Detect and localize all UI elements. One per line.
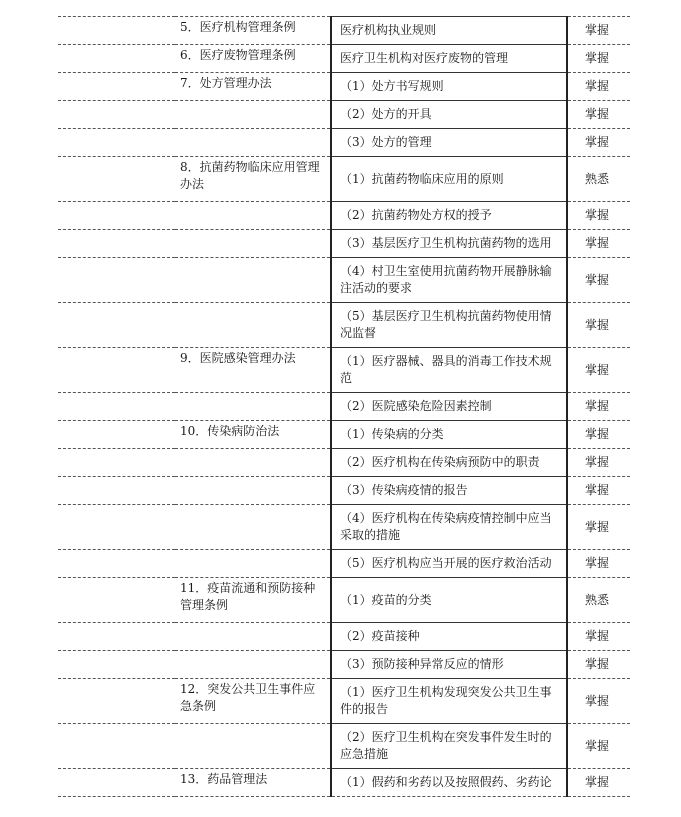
blank-cell	[58, 449, 175, 477]
section-title: 10．传染病防治法	[180, 424, 280, 438]
item-cell	[331, 348, 567, 393]
section-title	[180, 724, 326, 726]
section-cell	[175, 303, 331, 348]
item-text: （3）处方的管理	[340, 135, 432, 149]
level-cell	[567, 202, 630, 230]
level-cell	[567, 73, 630, 101]
section-cell	[175, 348, 331, 393]
item-text: （1）医疗器械、器具的消毒工作技术规范	[340, 354, 552, 385]
blank-cell	[58, 303, 175, 348]
section-title: 12．突发公共卫生事件应急条例	[180, 682, 316, 713]
section-cell	[175, 623, 331, 651]
level-cell	[567, 393, 630, 421]
table-row	[58, 505, 630, 550]
table-row	[58, 73, 630, 101]
level-cell	[567, 303, 630, 348]
level-text: 掌握	[584, 236, 609, 250]
item-cell	[331, 393, 567, 421]
blank-cell	[58, 651, 175, 679]
level-cell	[567, 769, 630, 797]
level-text: 熟悉	[584, 171, 609, 186]
level-cell	[567, 505, 630, 550]
section-title	[180, 202, 326, 204]
item-text: （1）传染病的分类	[340, 427, 444, 441]
section-cell	[175, 578, 331, 623]
section-title	[180, 651, 326, 653]
item-cell	[331, 230, 567, 258]
item-cell	[331, 45, 567, 73]
level-cell	[567, 348, 630, 393]
table-row	[58, 393, 630, 421]
section-title: 8．抗菌药物临床应用管理办法	[180, 160, 320, 191]
section-title: 13．药品管理法	[180, 772, 268, 786]
level-cell	[567, 17, 630, 45]
item-cell	[331, 623, 567, 651]
section-cell	[175, 679, 331, 724]
table-row	[58, 724, 630, 769]
level-cell	[567, 157, 630, 202]
blank-cell	[58, 17, 175, 45]
level-cell	[567, 477, 630, 505]
table-row	[58, 157, 630, 202]
blank-cell	[58, 45, 175, 73]
level-text: 掌握	[584, 519, 609, 534]
section-title	[180, 258, 326, 260]
level-text: 掌握	[584, 79, 609, 93]
table-row	[58, 202, 630, 230]
item-text: （2）医院感染危险因素控制	[340, 399, 492, 413]
level-text: 掌握	[584, 23, 609, 37]
item-cell	[331, 651, 567, 679]
blank-cell	[58, 73, 175, 101]
section-cell	[175, 550, 331, 578]
level-text: 掌握	[584, 427, 609, 441]
table-body	[58, 17, 630, 797]
item-text: （3）基层医疗卫生机构抗菌药物的选用	[340, 236, 552, 250]
level-cell	[567, 578, 630, 623]
section-title	[180, 550, 326, 552]
blank-cell	[58, 157, 175, 202]
section-title	[180, 230, 326, 232]
blank-cell	[58, 550, 175, 578]
item-text: （4）医疗机构在传染病疫情控制中应当采取的措施	[340, 511, 552, 542]
level-text: 掌握	[584, 208, 609, 222]
section-cell	[175, 258, 331, 303]
item-cell	[331, 679, 567, 724]
item-cell	[331, 421, 567, 449]
item-cell	[331, 73, 567, 101]
section-cell	[175, 393, 331, 421]
table-row	[58, 230, 630, 258]
blank-cell	[58, 623, 175, 651]
item-cell	[331, 101, 567, 129]
section-cell	[175, 651, 331, 679]
item-cell	[331, 202, 567, 230]
level-cell	[567, 651, 630, 679]
table-row	[58, 421, 630, 449]
item-cell	[331, 505, 567, 550]
section-title: 9．医院感染管理办法	[180, 351, 296, 365]
blank-cell	[58, 101, 175, 129]
section-title	[180, 623, 326, 625]
item-cell	[331, 17, 567, 45]
blank-cell	[58, 724, 175, 769]
level-text: 掌握	[584, 775, 609, 789]
item-cell	[331, 724, 567, 769]
table-row	[58, 45, 630, 73]
section-cell	[175, 157, 331, 202]
section-title	[180, 303, 326, 305]
blank-cell	[58, 679, 175, 724]
blank-cell	[58, 348, 175, 393]
section-title	[180, 505, 326, 507]
section-cell	[175, 477, 331, 505]
syllabus-table	[58, 16, 630, 797]
section-title	[180, 129, 326, 131]
item-text: （1）处方书写规则	[340, 79, 444, 93]
item-text: 医疗卫生机构对医疗废物的管理	[340, 51, 509, 65]
table-row	[58, 623, 630, 651]
item-text: （3）预防接种异常反应的情形	[340, 657, 504, 671]
section-cell	[175, 421, 331, 449]
level-text: 掌握	[584, 483, 609, 497]
section-cell	[175, 101, 331, 129]
section-cell	[175, 17, 331, 45]
level-text: 掌握	[584, 399, 609, 413]
level-text: 掌握	[584, 629, 609, 643]
blank-cell	[58, 393, 175, 421]
item-text: （1）抗菌药物临床应用的原则	[340, 171, 504, 186]
section-cell	[175, 724, 331, 769]
item-text: 医疗机构执业规则	[340, 23, 437, 37]
blank-cell	[58, 230, 175, 258]
table-row	[58, 651, 630, 679]
item-text: （2）处方的开具	[340, 107, 432, 121]
table-row	[58, 679, 630, 724]
item-text: （2）疫苗接种	[340, 629, 420, 643]
section-cell	[175, 73, 331, 101]
item-cell	[331, 578, 567, 623]
level-text: 掌握	[584, 657, 609, 671]
table-row	[58, 769, 630, 797]
level-cell	[567, 129, 630, 157]
level-cell	[567, 724, 630, 769]
level-text: 掌握	[584, 107, 609, 121]
section-cell	[175, 230, 331, 258]
section-title	[180, 393, 326, 395]
level-cell	[567, 449, 630, 477]
item-cell	[331, 129, 567, 157]
blank-cell	[58, 129, 175, 157]
level-cell	[567, 421, 630, 449]
level-cell	[567, 101, 630, 129]
item-cell	[331, 550, 567, 578]
level-cell	[567, 230, 630, 258]
item-text: （1）医疗卫生机构发现突发公共卫生事件的报告	[340, 685, 552, 716]
section-cell	[175, 505, 331, 550]
item-cell	[331, 258, 567, 303]
level-text: 掌握	[584, 272, 609, 287]
section-cell	[175, 769, 331, 797]
table-row	[58, 477, 630, 505]
level-text: 掌握	[584, 738, 609, 753]
item-text: （1）疫苗的分类	[340, 592, 432, 607]
level-text: 掌握	[584, 362, 609, 377]
table-row	[58, 303, 630, 348]
blank-cell	[58, 421, 175, 449]
section-cell	[175, 449, 331, 477]
level-cell	[567, 258, 630, 303]
section-title	[180, 101, 326, 103]
section-title: 6．医疗废物管理条例	[180, 48, 296, 62]
blank-cell	[58, 769, 175, 797]
level-text: 掌握	[584, 51, 609, 65]
level-text: 熟悉	[584, 592, 609, 607]
blank-cell	[58, 578, 175, 623]
item-text: （2）医疗机构在传染病预防中的职责	[340, 455, 540, 469]
table-row	[58, 101, 630, 129]
level-text: 掌握	[584, 317, 609, 332]
level-text: 掌握	[584, 455, 609, 469]
section-title: 11．疫苗流通和预防接种管理条例	[180, 581, 316, 612]
level-text: 掌握	[584, 693, 609, 708]
item-cell	[331, 449, 567, 477]
level-cell	[567, 45, 630, 73]
blank-cell	[58, 258, 175, 303]
table-row	[58, 578, 630, 623]
section-title: 5．医疗机构管理条例	[180, 20, 296, 34]
level-cell	[567, 679, 630, 724]
blank-cell	[58, 505, 175, 550]
level-text: 掌握	[584, 556, 609, 570]
section-title	[180, 449, 326, 451]
item-text: （5）医疗机构应当开展的医疗救治活动	[340, 556, 552, 570]
item-cell	[331, 477, 567, 505]
level-cell	[567, 623, 630, 651]
item-text: （3）传染病疫情的报告	[340, 483, 468, 497]
level-cell	[567, 550, 630, 578]
item-text: （5）基层医疗卫生机构抗菌药物使用情况监督	[340, 309, 552, 340]
section-title: 7．处方管理办法	[180, 76, 272, 90]
level-text: 掌握	[584, 135, 609, 149]
item-text: （2）抗菌药物处方权的授予	[340, 208, 492, 222]
table-row	[58, 17, 630, 45]
section-cell	[175, 129, 331, 157]
section-cell	[175, 45, 331, 73]
item-text: （1）假药和劣药以及按照假药、劣药论	[340, 775, 552, 789]
blank-cell	[58, 477, 175, 505]
table-row	[58, 258, 630, 303]
section-cell	[175, 202, 331, 230]
section-title	[180, 477, 326, 479]
item-cell	[331, 157, 567, 202]
item-cell	[331, 303, 567, 348]
item-cell	[331, 769, 567, 797]
table-row	[58, 550, 630, 578]
item-text: （4）村卫生室使用抗菌药物开展静脉输注活动的要求	[340, 264, 552, 295]
table-row	[58, 348, 630, 393]
blank-cell	[58, 202, 175, 230]
table-row	[58, 449, 630, 477]
item-text: （2）医疗卫生机构在突发事件发生时的应急措施	[340, 730, 552, 761]
table-row	[58, 129, 630, 157]
